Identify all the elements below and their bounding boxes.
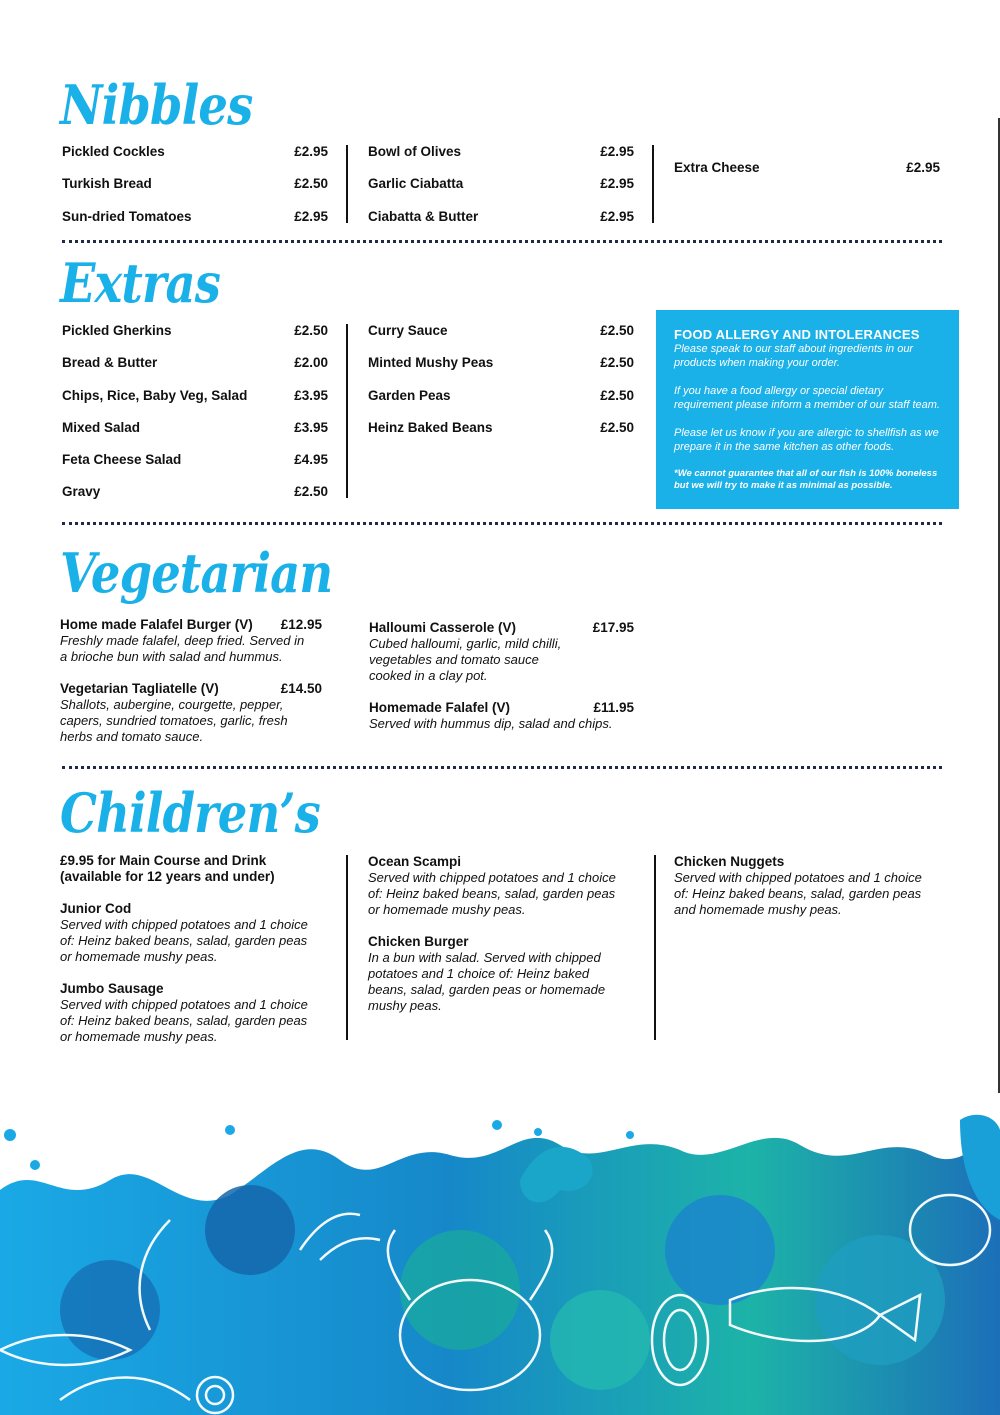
column-divider: [654, 855, 656, 1040]
item-price: £2.50: [600, 419, 634, 435]
menu-item: [62, 144, 328, 176]
menu-item: [368, 420, 634, 452]
item-name: Sun-dried Tomatoes: [62, 208, 192, 224]
item-name: Ocean Scampi: [368, 854, 462, 869]
menu-item: [62, 209, 328, 241]
menu-item: [62, 323, 328, 355]
childrens-col-2: [368, 854, 630, 1030]
childrens-age-line: (available for 12 years and under): [60, 869, 275, 884]
item-name: Jumbo Sausage: [60, 981, 164, 996]
item-name: Ciabatta & Butter: [368, 208, 479, 224]
nibbles-col-3: [674, 160, 940, 192]
item-name: Bowl of Olives: [368, 144, 462, 159]
menu-item: [60, 981, 322, 1045]
item-price: £2.50: [294, 484, 328, 500]
item-price: £2.50: [600, 387, 634, 403]
menu-item: [674, 854, 936, 918]
allergy-title: FOOD ALLERGY AND INTOLERANCES: [674, 327, 920, 342]
item-price: £3.95: [294, 419, 328, 435]
allergy-text: If you have a food allergy or special dietary requirement please inform a member of our staff team.: [674, 385, 940, 411]
vegetarian-col-1: [60, 617, 322, 761]
menu-item: [368, 323, 634, 355]
menu-item: [368, 934, 630, 1014]
item-name: Heinz Baked Beans: [368, 419, 493, 435]
item-name: Junior Cod: [60, 901, 132, 916]
menu-item: [62, 484, 328, 516]
item-description: Shallots, aubergine, courgette, pepper, capers, sundried tomatoes, garlic, fresh herbs and tomato sauce.: [60, 697, 288, 744]
item-name: Curry Sauce: [368, 323, 448, 338]
item-price: £2.50: [600, 355, 634, 371]
item-name: Garden Peas: [368, 387, 451, 403]
nibbles-col-1: [62, 144, 328, 241]
menu-item: [60, 617, 322, 665]
item-price: £2.00: [294, 355, 328, 371]
item-description: In a bun with salad. Served with chipped potatoes and 1 choice of: Heinz baked beans, salad, garden peas or homemade mushy peas.: [368, 950, 606, 1013]
menu-item: [368, 355, 634, 387]
item-price: £2.95: [906, 160, 940, 175]
item-price: £2.95: [600, 208, 634, 224]
menu-item: [368, 854, 630, 918]
childrens-heading: Children’s: [60, 781, 320, 845]
item-description: Served with chipped potatoes and 1 choice of: Heinz baked beans, salad, garden peas or homemade mushy peas.: [60, 997, 308, 1044]
menu-item: [369, 620, 634, 684]
item-description: Served with chipped potatoes and 1 choice of: Heinz baked beans, salad, garden peas or homemade mushy peas.: [60, 917, 308, 964]
item-name: Extra Cheese: [674, 160, 760, 175]
menu-item: [62, 452, 328, 484]
extras-col-1: [62, 323, 328, 517]
childrens-intro: [60, 853, 322, 885]
column-divider: [346, 855, 348, 1040]
item-name: Turkish Bread: [62, 176, 152, 192]
menu-item: [368, 388, 634, 420]
item-description: Freshly made falafel, deep fried. Served in a brioche bun with salad and hummus.: [60, 633, 305, 664]
item-price: £12.95: [280, 617, 322, 632]
item-name: Minted Mushy Peas: [368, 355, 494, 371]
column-divider: [346, 324, 348, 498]
menu-item: [368, 176, 634, 208]
item-description: Served with chipped potatoes and 1 choice of: Heinz baked beans, salad, garden peas and homemade mushy peas.: [674, 870, 922, 917]
item-price: £2.50: [294, 176, 328, 192]
item-name: Vegetarian Tagliatelle (V): [60, 681, 219, 696]
section-divider: [62, 240, 942, 243]
column-divider: [346, 145, 348, 223]
item-name: Feta Cheese Salad: [62, 452, 182, 468]
section-divider: [62, 766, 942, 769]
menu-item: [62, 388, 328, 420]
menu-item: [369, 700, 634, 732]
item-name: Chicken Burger: [368, 934, 469, 949]
menu-item: [60, 901, 322, 965]
item-price: £14.50: [280, 681, 322, 696]
item-name: Pickled Cockles: [62, 144, 165, 159]
childrens-price-line: £9.95 for Main Course and Drink: [60, 853, 267, 868]
nibbles-heading: Nibbles: [60, 73, 253, 137]
item-name: Gravy: [62, 484, 101, 500]
sea-life-splash-illustration-icon: [0, 1100, 1000, 1415]
childrens-col-3: [674, 854, 936, 934]
item-name: Homemade Falafel (V): [369, 700, 511, 715]
item-price: £2.95: [294, 208, 328, 224]
item-name: Chicken Nuggets: [674, 854, 785, 869]
item-name: Home made Falafel Burger (V): [60, 617, 253, 632]
nibbles-col-2: [368, 144, 634, 241]
item-price: £2.95: [600, 144, 634, 159]
section-divider: [62, 522, 942, 525]
item-price: £2.50: [600, 323, 634, 338]
allergy-notice: [656, 310, 959, 509]
item-name: Garlic Ciabatta: [368, 176, 464, 192]
menu-item: [368, 144, 634, 176]
item-price: £2.50: [294, 323, 328, 338]
item-price: £11.95: [593, 700, 634, 715]
extras-col-2: [368, 323, 634, 452]
item-price: £3.95: [294, 387, 328, 403]
item-name: Mixed Salad: [62, 419, 141, 435]
menu-item: [62, 176, 328, 208]
allergy-text: Please speak to our staff about ingredients in our products when making your order.: [674, 343, 914, 369]
menu-item: [62, 420, 328, 452]
extras-heading: Extras: [60, 251, 221, 315]
item-price: £17.95: [592, 620, 634, 635]
item-name: Halloumi Casserole (V): [369, 620, 517, 635]
item-price: £4.95: [294, 452, 328, 468]
item-name: Bread & Butter: [62, 355, 158, 371]
childrens-col-1: [60, 853, 322, 1061]
item-description: Served with hummus dip, salad and chips.: [369, 716, 613, 731]
item-price: £2.95: [600, 176, 634, 192]
menu-item: [60, 681, 322, 745]
item-description: Served with chipped potatoes and 1 choice of: Heinz baked beans, salad, garden peas or homemade mushy peas.: [368, 870, 616, 917]
menu-item: [368, 209, 634, 241]
allergy-note: *We cannot guarantee that all of our fish is 100% boneless but we will try to make it as minimal as possible.: [674, 468, 938, 491]
item-name: Chips, Rice, Baby Veg, Salad: [62, 387, 248, 403]
item-price: £2.95: [294, 144, 328, 159]
item-description: Cubed halloumi, garlic, mild chilli, vegetables and tomato sauce cooked in a clay pot.: [369, 636, 562, 683]
column-divider: [652, 145, 654, 223]
allergy-text: Please let us know if you are allergic to shellfish as we prepare it in the same kitchen as other foods.: [674, 427, 939, 453]
vegetarian-heading: Vegetarian: [60, 541, 333, 605]
item-name: Pickled Gherkins: [62, 323, 172, 338]
vegetarian-col-2: [369, 620, 634, 748]
menu-item: [62, 355, 328, 387]
menu-item: [674, 160, 940, 192]
